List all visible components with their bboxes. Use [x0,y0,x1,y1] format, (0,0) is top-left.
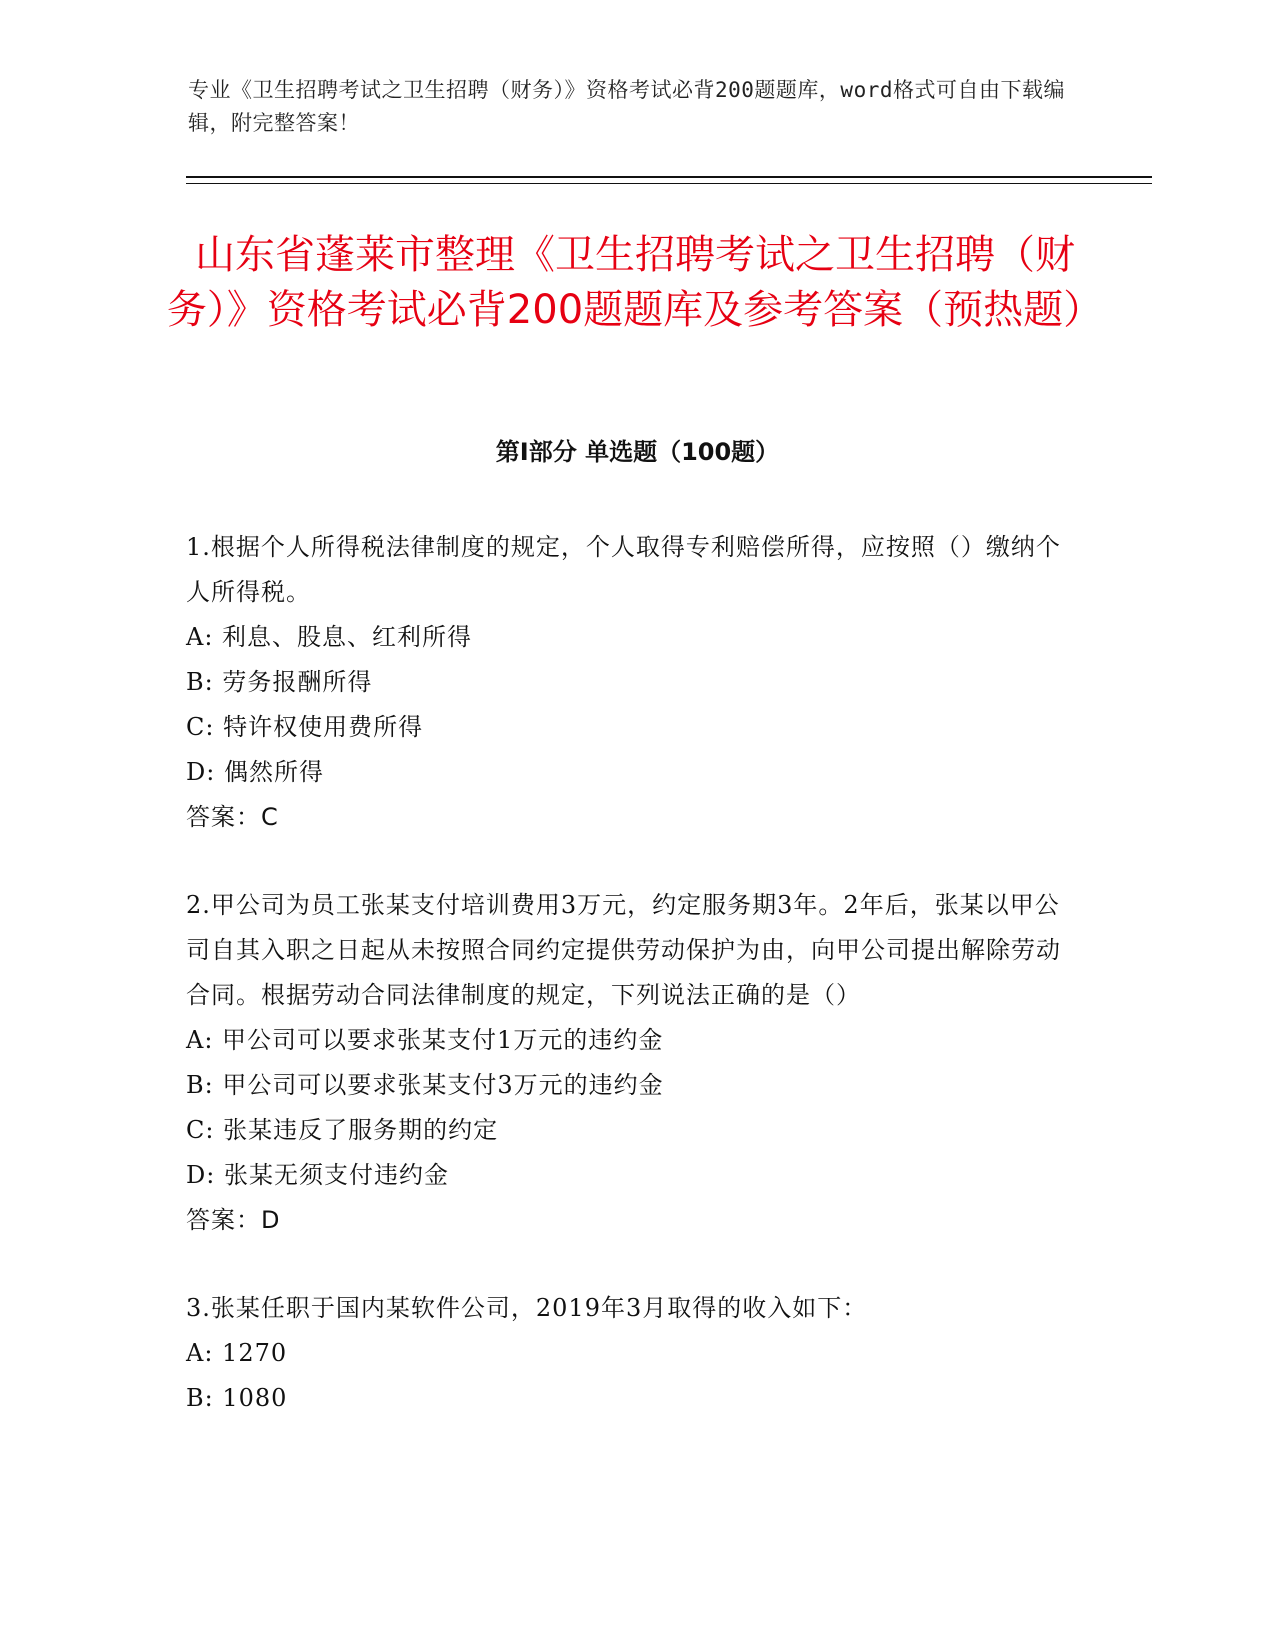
header-divider-thin [186,183,1152,184]
question-stem: 3.张某任职于国内某软件公司，2019年3月取得的收入如下： [186,1294,868,1322]
option-a: A: 利息、股息、红利所得 [186,623,473,651]
question-stem: 2.甲公司为员工张某支付培训费用3万元，约定服务期3年。2年后，张某以甲公司自其入职之日起从未按照合同约定提供劳动保护为由，向甲公司提出解除劳动合同。根据劳动合同法律制度的规定，下列说法正确的是（） [186,891,1061,1009]
option-c: C: 张某违反了服务期的约定 [186,1116,499,1144]
option-b: B: 劳务报酬所得 [186,668,373,696]
question-3 [186,1286,1066,1421]
option-d: D: 张某无须支付违约金 [186,1161,449,1189]
option-a: A: 1270 [186,1339,288,1367]
document-title: 山东省蓬莱市整理《卫生招聘考试之卫生招聘（财务）》资格考试必背200题题库及参考答案（预热题） [166,232,1104,333]
question-spacer [186,840,1066,883]
option-d: D: 偶然所得 [186,758,324,786]
question-list [186,525,1066,1421]
option-a: A: 甲公司可以要求张某支付1万元的违约金 [186,1026,664,1054]
question-stem: 1.根据个人所得税法律制度的规定，个人取得专利赔偿所得，应按照（）缴纳个人所得税。 [186,533,1061,606]
question-1 [186,525,1066,840]
answer: 答案：D [186,1206,281,1234]
question-2 [186,883,1066,1243]
section-title: 第I部分 单选题（100题） [495,438,780,466]
option-c: C: 特许权使用费所得 [186,713,424,741]
answer: 答案：C [186,803,279,831]
option-b: B: 甲公司可以要求张某支付3万元的违约金 [186,1071,664,1099]
question-spacer [186,1243,1066,1286]
header-note: 专业《卫生招聘考试之卫生招聘（财务）》资格考试必背200题题库，word格式可自由下载编辑，附完整答案！ [188,78,1065,135]
option-b: B: 1080 [186,1384,288,1412]
header-divider-thick [186,176,1152,178]
